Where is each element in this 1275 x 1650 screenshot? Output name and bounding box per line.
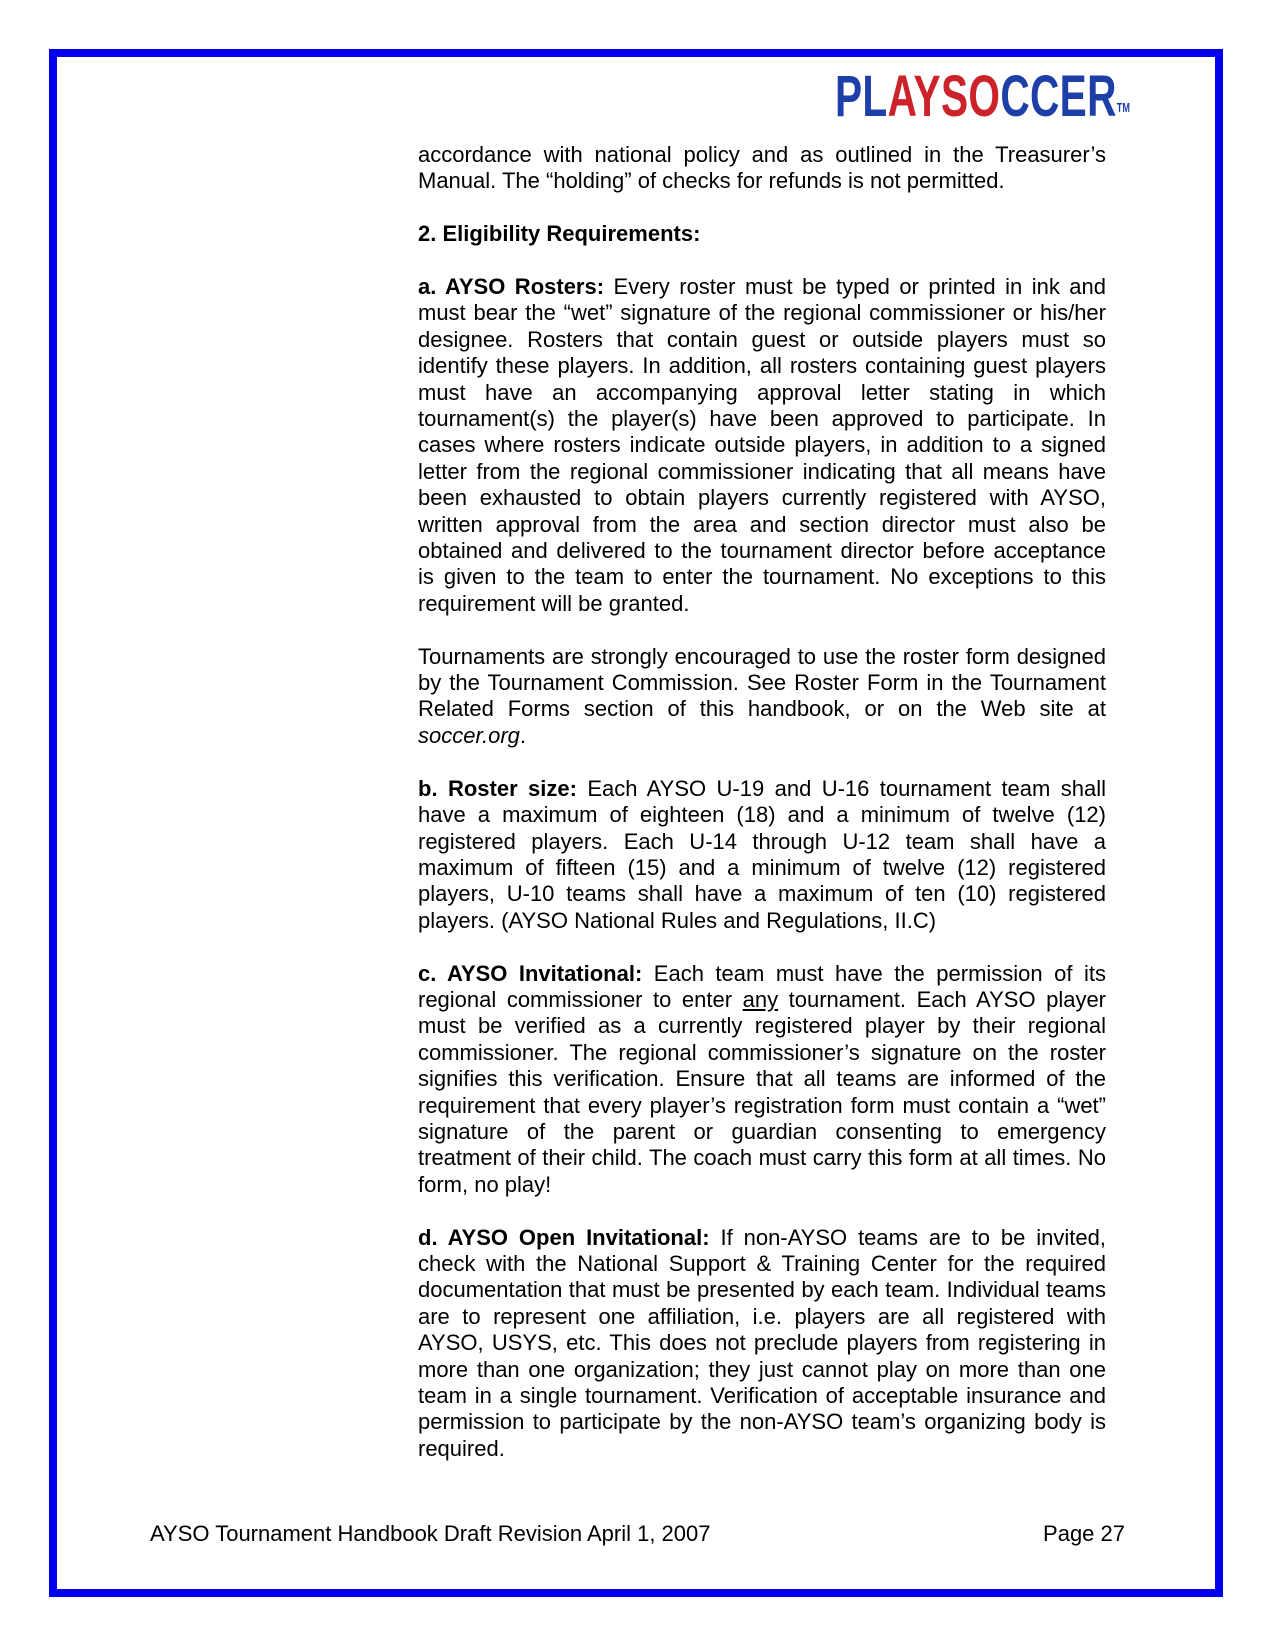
text-segment: Every roster must be typed or printed in ink and must bear the “wet” signature of the regional commissioner or his/her designee. Rosters that contain guest or outside players must so identify these players. In addition, all rosters containing guest players must have an accompanying approval letter stating in which tournament(s) the player(s) have been approved to participate. In cases where rosters indicate outside players, in addition to a signed letter from the regional commissioner indicating that all means have been exhausted to obtain players currently registered with AYSO, written approval from the area and section director must also be obtained and delivered to the tournament director before acceptance is given to the team to enter the tournament. No exceptions to this requirement will be granted. (418, 274, 1106, 616)
paragraph (418, 776, 1106, 934)
page-footer (150, 1521, 1125, 1547)
text-segment: 2. Eligibility Requirements: (418, 221, 701, 247)
footer-document-title: AYSO Tournament Handbook Draft Revision April 1, 2007 (150, 1521, 711, 1546)
paragraph (418, 142, 1106, 195)
text-segment: . (519, 722, 527, 748)
text-segment: d. AYSO Open Invitational: (418, 1224, 721, 1250)
playsoccer-logo (835, 64, 1130, 129)
logo-letters: AYSO (887, 64, 1001, 129)
text-segment: b. Roster size: (418, 775, 588, 801)
document-body (418, 142, 1106, 1489)
text-segment: tournament. Each AYSO player must be verified as a currently registered player by their regional commissioner. The regional commissioner’s signature on the roster signifies this verification. Ensure that all teams are informed of the requirement that every player’s registration form must contain a “wet” signature of the parent or guardian consenting to emergency treatment of their child. The coach must carry this form at all times. No form, no play! (418, 986, 1107, 1197)
text-segment: Tournaments are strongly encouraged to use the roster form designed by the Tournament Commission. See Roster Form in the Tournament Related Forms section of this handbook, or on the Web site at (418, 643, 1106, 722)
trademark-symbol: TM (1116, 100, 1130, 115)
text-segment: Each AYSO U-19 and U-16 tournament team shall have a maximum of eighteen (18) and a minimum of twelve (12) registered players. Each U-14 through U-12 team shall have a maximum of fifteen (15) and a minimum of twelve (12) registered players, U-10 teams shall have a maximum of ten (10) registered players. (AYSO National Rules and Regulations, II.C) (418, 775, 1106, 933)
text-segment: a. AYSO Rosters: (418, 274, 614, 299)
text-segment: Each team must have the permission of its regional commissioner to enter (418, 960, 1106, 1012)
paragraph (418, 1225, 1106, 1463)
paragraph (418, 274, 1106, 617)
logo-letters: CCER (1000, 64, 1117, 129)
footer-page-number: Page 27 (1043, 1521, 1125, 1546)
paragraph (418, 961, 1106, 1199)
text-segment: If non-AYSO teams are to be invited, check with the National Support & Training Center for the required documentation that must be presented by each team. Individual teams are to represent one affiliation, i.e. players are all registered with AYSO, USYS, etc. This does not preclude players from registering in more than one organization; they just cannot play on more than one team in a single tournament. Verification of acceptable insurance and permission to participate by the non-AYSO team’s organizing body is required. (418, 1224, 1106, 1461)
text-segment: c. AYSO Invitational: (418, 960, 654, 986)
text-segment: accordance with national policy and as outlined in the Treasurer’s Manual. The “holding” of checks for refunds is not permitted. (418, 142, 1106, 194)
logo-letters: PL (835, 64, 888, 129)
text-segment: soccer.org (418, 722, 520, 748)
text-segment: any (742, 986, 779, 1012)
paragraph (418, 221, 1106, 247)
paragraph (418, 644, 1106, 750)
